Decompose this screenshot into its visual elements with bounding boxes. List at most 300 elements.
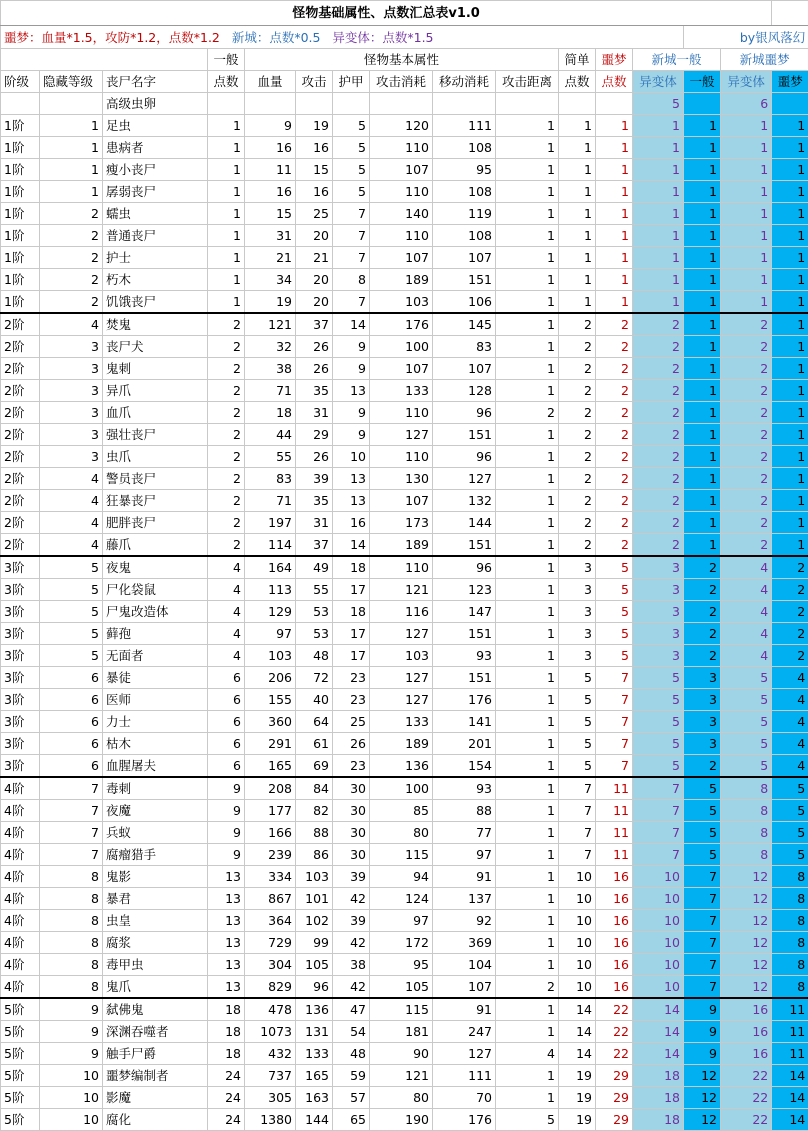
table-cell: 1 bbox=[496, 777, 559, 800]
table-cell: 5 bbox=[772, 844, 808, 866]
table-cell: 99 bbox=[296, 932, 333, 954]
table-cell: 80 bbox=[370, 1087, 433, 1109]
table-cell: 1 bbox=[596, 225, 633, 247]
table-cell: 5 bbox=[333, 137, 370, 159]
table-cell: 8 bbox=[40, 976, 103, 999]
header-newcity-general: 新城一般 bbox=[633, 49, 721, 71]
table-cell: 3 bbox=[633, 579, 684, 601]
table-row bbox=[1, 1087, 808, 1109]
table-cell: 18 bbox=[245, 402, 296, 424]
table-cell: 8 bbox=[772, 932, 808, 954]
table-cell: 2 bbox=[208, 358, 245, 380]
table-cell: 1 bbox=[496, 490, 559, 512]
table-cell: 4 bbox=[40, 512, 103, 534]
table-cell: 12 bbox=[721, 954, 772, 976]
table-cell: 103 bbox=[245, 645, 296, 667]
table-cell: 154 bbox=[433, 755, 496, 778]
table-cell: 116 bbox=[370, 601, 433, 623]
table-cell: 18 bbox=[633, 1109, 684, 1131]
table-cell: 兵蚁 bbox=[103, 822, 208, 844]
table-cell: 14 bbox=[633, 1043, 684, 1065]
table-cell: 7 bbox=[633, 844, 684, 866]
table-cell: 1 bbox=[559, 203, 596, 225]
table-cell: 尸鬼改造体 bbox=[103, 601, 208, 623]
table-cell: 2 bbox=[684, 755, 721, 778]
table-cell: 5 bbox=[496, 1109, 559, 1131]
table-cell: 2 bbox=[596, 402, 633, 424]
table-cell: 95 bbox=[433, 159, 496, 181]
table-cell: 1 bbox=[772, 115, 808, 137]
table-cell: 9 bbox=[333, 358, 370, 380]
note-nightmare: 噩梦：血量*1.5，攻防*1.2，点数*1.2 bbox=[4, 30, 220, 45]
table-cell: 7 bbox=[40, 777, 103, 800]
table-cell: 2 bbox=[721, 402, 772, 424]
table-cell: 尸化袋鼠 bbox=[103, 579, 208, 601]
table-cell: 1 bbox=[496, 998, 559, 1021]
table-cell: 3 bbox=[40, 446, 103, 468]
table-cell: 2 bbox=[633, 534, 684, 557]
table-cell: 1 bbox=[684, 380, 721, 402]
table-cell: 2 bbox=[772, 601, 808, 623]
table-row bbox=[1, 932, 808, 954]
table-cell: 5 bbox=[596, 579, 633, 601]
table-cell: 4 bbox=[208, 623, 245, 645]
table-cell: 49 bbox=[296, 556, 333, 579]
table-cell: 29 bbox=[596, 1065, 633, 1087]
table-cell: 2 bbox=[596, 468, 633, 490]
table-row bbox=[1, 269, 808, 291]
table-cell: 131 bbox=[296, 1021, 333, 1043]
table-cell: 16 bbox=[721, 1043, 772, 1065]
table-cell: 1 bbox=[496, 159, 559, 181]
table-cell: 1 bbox=[633, 137, 684, 159]
table-cell: 5 bbox=[721, 711, 772, 733]
table-cell: 8 bbox=[40, 932, 103, 954]
table-cell: 13 bbox=[208, 954, 245, 976]
table-row bbox=[1, 446, 808, 468]
table-cell: 77 bbox=[433, 822, 496, 844]
table-cell: 5 bbox=[633, 733, 684, 755]
table-cell: 4 bbox=[208, 556, 245, 579]
table-cell: 201 bbox=[433, 733, 496, 755]
table-cell: 1 bbox=[596, 115, 633, 137]
table-cell: 1 bbox=[40, 181, 103, 203]
table-cell: 2 bbox=[684, 623, 721, 645]
table-cell: 3 bbox=[40, 358, 103, 380]
table-cell: 13 bbox=[208, 866, 245, 888]
table-cell: 1 bbox=[721, 203, 772, 225]
table-cell: 108 bbox=[433, 181, 496, 203]
table-cell: 2 bbox=[596, 512, 633, 534]
table-cell: 5阶 bbox=[1, 1065, 40, 1087]
table-cell: 729 bbox=[245, 932, 296, 954]
table-cell: 1 bbox=[496, 137, 559, 159]
table-cell: 普通丧尸 bbox=[103, 225, 208, 247]
column-header: 隐藏等级 bbox=[40, 71, 103, 93]
table-cell: 护士 bbox=[103, 247, 208, 269]
table-cell: 1 bbox=[496, 866, 559, 888]
table-cell: 34 bbox=[245, 269, 296, 291]
table-cell: 1 bbox=[721, 181, 772, 203]
table-cell: 1 bbox=[496, 534, 559, 557]
table-cell: 医师 bbox=[103, 689, 208, 711]
table-cell: 1 bbox=[684, 313, 721, 336]
table-cell: 38 bbox=[333, 954, 370, 976]
table-cell: 患病者 bbox=[103, 137, 208, 159]
table-cell: 110 bbox=[370, 446, 433, 468]
table-cell: 7 bbox=[40, 800, 103, 822]
table-cell: 1 bbox=[596, 203, 633, 225]
table-cell: 7 bbox=[559, 777, 596, 800]
table-cell: 151 bbox=[433, 667, 496, 689]
table-cell: 3阶 bbox=[1, 689, 40, 711]
table-cell: 133 bbox=[370, 711, 433, 733]
table-cell: 144 bbox=[433, 512, 496, 534]
table-cell: 127 bbox=[370, 689, 433, 711]
table-cell: 2阶 bbox=[1, 446, 40, 468]
table-cell: 103 bbox=[296, 866, 333, 888]
table-cell: 127 bbox=[433, 468, 496, 490]
table-cell: 19 bbox=[559, 1087, 596, 1109]
table-cell: 80 bbox=[370, 822, 433, 844]
table-cell: 7 bbox=[684, 954, 721, 976]
table-cell: 4 bbox=[721, 645, 772, 667]
header-general: 一般 bbox=[208, 49, 245, 71]
table-row bbox=[1, 159, 808, 181]
table-cell: 1 bbox=[596, 137, 633, 159]
table-cell: 3 bbox=[684, 667, 721, 689]
table-cell: 5 bbox=[559, 667, 596, 689]
table-cell: 2 bbox=[596, 313, 633, 336]
table-cell: 189 bbox=[370, 733, 433, 755]
table-cell: 2 bbox=[684, 556, 721, 579]
table-cell: 65 bbox=[333, 1109, 370, 1131]
table-cell: 2 bbox=[208, 446, 245, 468]
table-cell: 14 bbox=[772, 1109, 808, 1131]
table-cell: 3阶 bbox=[1, 645, 40, 667]
table-row bbox=[1, 579, 808, 601]
table-cell: 35 bbox=[296, 490, 333, 512]
table-cell: 5 bbox=[633, 93, 684, 115]
table-cell: 1 bbox=[208, 269, 245, 291]
table-cell: 2阶 bbox=[1, 380, 40, 402]
table-cell: 121 bbox=[245, 313, 296, 336]
table-cell: 6 bbox=[40, 733, 103, 755]
table-cell: 2 bbox=[559, 468, 596, 490]
table-row bbox=[1, 203, 808, 225]
table-cell: 7 bbox=[633, 822, 684, 844]
table-cell: 2 bbox=[721, 490, 772, 512]
table-cell: 9 bbox=[684, 1043, 721, 1065]
table-cell: 2 bbox=[208, 313, 245, 336]
table-cell: 176 bbox=[433, 689, 496, 711]
table-cell: 5 bbox=[333, 181, 370, 203]
table-cell: 3 bbox=[684, 733, 721, 755]
table-cell: 1 bbox=[496, 910, 559, 932]
table-cell: 16 bbox=[245, 181, 296, 203]
table-cell: 39 bbox=[296, 468, 333, 490]
table-cell: 1 bbox=[496, 512, 559, 534]
table-cell: 100 bbox=[370, 777, 433, 800]
table-cell: 血腥屠夫 bbox=[103, 755, 208, 778]
table-cell: 1 bbox=[772, 203, 808, 225]
table-cell: 107 bbox=[370, 490, 433, 512]
table-cell: 5 bbox=[596, 645, 633, 667]
table-cell: 108 bbox=[433, 137, 496, 159]
table-cell: 1 bbox=[596, 269, 633, 291]
table-cell: 11 bbox=[245, 159, 296, 181]
table-cell: 30 bbox=[333, 800, 370, 822]
table-cell: 2 bbox=[684, 579, 721, 601]
table-cell: 触手尸爵 bbox=[103, 1043, 208, 1065]
table-cell: 5 bbox=[684, 822, 721, 844]
table-cell: 异爪 bbox=[103, 380, 208, 402]
table-row bbox=[1, 291, 808, 314]
table-cell: 2 bbox=[208, 468, 245, 490]
table-cell: 173 bbox=[370, 512, 433, 534]
table-cell: 4 bbox=[721, 579, 772, 601]
table-cell: 5 bbox=[633, 711, 684, 733]
table-cell: 1 bbox=[633, 269, 684, 291]
table-cell: 93 bbox=[433, 645, 496, 667]
table-cell: 饥饿丧尸 bbox=[103, 291, 208, 314]
table-cell: 69 bbox=[296, 755, 333, 778]
table-cell: 影魔 bbox=[103, 1087, 208, 1109]
table-cell: 95 bbox=[370, 954, 433, 976]
table-cell: 7 bbox=[333, 247, 370, 269]
table-cell: 7 bbox=[596, 689, 633, 711]
table-cell: 10 bbox=[559, 866, 596, 888]
table-cell: 6 bbox=[208, 711, 245, 733]
table-row bbox=[1, 998, 808, 1021]
table-cell: 1 bbox=[40, 115, 103, 137]
table-cell: 1 bbox=[496, 225, 559, 247]
table-row bbox=[1, 534, 808, 557]
table-cell: 瘦小丧尸 bbox=[103, 159, 208, 181]
table-cell: 360 bbox=[245, 711, 296, 733]
table-cell: 13 bbox=[208, 932, 245, 954]
table-row bbox=[1, 1043, 808, 1065]
table-cell: 829 bbox=[245, 976, 296, 999]
table-cell: 1 bbox=[684, 468, 721, 490]
table-row bbox=[1, 623, 808, 645]
table-cell: 26 bbox=[296, 358, 333, 380]
table-cell: 18 bbox=[208, 1021, 245, 1043]
table-cell: 4 bbox=[496, 1043, 559, 1065]
table-cell: 96 bbox=[296, 976, 333, 999]
table-cell: 163 bbox=[296, 1087, 333, 1109]
sheet-title: 怪物基础属性、点数汇总表v1.0 bbox=[1, 1, 772, 26]
table-cell: 119 bbox=[433, 203, 496, 225]
table-cell: 1 bbox=[496, 579, 559, 601]
table-row bbox=[1, 866, 808, 888]
table-cell: 1 bbox=[496, 800, 559, 822]
table-cell: 8 bbox=[772, 888, 808, 910]
table-cell: 26 bbox=[296, 446, 333, 468]
table-cell: 24 bbox=[208, 1087, 245, 1109]
table-cell: 101 bbox=[296, 888, 333, 910]
column-header: 点数 bbox=[596, 71, 633, 93]
table-cell: 23 bbox=[333, 667, 370, 689]
table-cell: 9 bbox=[684, 1021, 721, 1043]
table-cell: 127 bbox=[370, 667, 433, 689]
table-cell: 4 bbox=[721, 601, 772, 623]
table-cell: 5 bbox=[721, 733, 772, 755]
table-cell: 8 bbox=[721, 822, 772, 844]
table-cell: 1阶 bbox=[1, 269, 40, 291]
table-cell: 1 bbox=[559, 225, 596, 247]
table-cell: 110 bbox=[370, 181, 433, 203]
table-cell: 38 bbox=[245, 358, 296, 380]
table-cell: 1 bbox=[208, 115, 245, 137]
table-cell: 1 bbox=[496, 844, 559, 866]
table-cell: 2 bbox=[721, 468, 772, 490]
table-cell: 30 bbox=[333, 777, 370, 800]
table-cell: 5 bbox=[684, 777, 721, 800]
table-cell: 12 bbox=[684, 1087, 721, 1109]
table-cell: 1 bbox=[684, 115, 721, 137]
table-cell: 1 bbox=[496, 380, 559, 402]
table-cell: 4 bbox=[772, 733, 808, 755]
table-cell: 5 bbox=[40, 601, 103, 623]
table-cell: 115 bbox=[370, 998, 433, 1021]
table-cell: 3 bbox=[559, 556, 596, 579]
table-cell: 48 bbox=[296, 645, 333, 667]
table-cell: 31 bbox=[296, 512, 333, 534]
table-cell: 2 bbox=[633, 490, 684, 512]
table-cell: 13 bbox=[208, 910, 245, 932]
table-cell: 37 bbox=[296, 534, 333, 557]
table-cell: 毒刺 bbox=[103, 777, 208, 800]
table-cell: 9 bbox=[208, 822, 245, 844]
table-cell: 22 bbox=[596, 998, 633, 1021]
table-cell: 16 bbox=[721, 998, 772, 1021]
table-cell: 2 bbox=[559, 534, 596, 557]
table-cell: 1 bbox=[772, 512, 808, 534]
table-cell: 11 bbox=[596, 822, 633, 844]
table-cell: 82 bbox=[296, 800, 333, 822]
table-row bbox=[1, 468, 808, 490]
table-cell: 132 bbox=[433, 490, 496, 512]
table-cell: 1 bbox=[684, 358, 721, 380]
table-cell: 4 bbox=[40, 534, 103, 557]
table-cell: 2 bbox=[633, 380, 684, 402]
table-cell: 2 bbox=[596, 424, 633, 446]
table-cell: 96 bbox=[433, 446, 496, 468]
table-cell: 91 bbox=[433, 998, 496, 1021]
table-cell: 2 bbox=[596, 534, 633, 557]
table-cell: 1 bbox=[772, 358, 808, 380]
table-cell: 1 bbox=[496, 711, 559, 733]
table-cell: 140 bbox=[370, 203, 433, 225]
table-cell: 4 bbox=[208, 601, 245, 623]
table-cell: 104 bbox=[433, 954, 496, 976]
table-cell: 129 bbox=[245, 601, 296, 623]
table-cell: 1 bbox=[496, 645, 559, 667]
table-cell: 1 bbox=[496, 291, 559, 314]
table-cell: 10 bbox=[40, 1087, 103, 1109]
table-cell: 17 bbox=[333, 623, 370, 645]
table-cell: 5 bbox=[40, 556, 103, 579]
table-cell: 腐瘤猎手 bbox=[103, 844, 208, 866]
table-cell: 1阶 bbox=[1, 291, 40, 314]
table-cell: 40 bbox=[296, 689, 333, 711]
table-cell: 30 bbox=[333, 844, 370, 866]
table-cell: 14 bbox=[772, 1087, 808, 1109]
table-row bbox=[1, 1065, 808, 1087]
table-cell bbox=[208, 93, 245, 115]
table-cell: 5 bbox=[772, 800, 808, 822]
table-cell: 1 bbox=[496, 115, 559, 137]
table-cell: 1 bbox=[684, 446, 721, 468]
table-cell: 1 bbox=[559, 291, 596, 314]
table-cell: 1 bbox=[208, 291, 245, 314]
table-cell: 11 bbox=[596, 777, 633, 800]
table-cell: 29 bbox=[596, 1109, 633, 1131]
table-cell: 96 bbox=[433, 402, 496, 424]
table-cell: 9 bbox=[208, 844, 245, 866]
table-cell: 4阶 bbox=[1, 844, 40, 866]
table-cell: 2 bbox=[721, 336, 772, 358]
table-cell: 5 bbox=[633, 755, 684, 778]
table-cell: 867 bbox=[245, 888, 296, 910]
table-cell: 1 bbox=[496, 313, 559, 336]
table-cell: 4阶 bbox=[1, 932, 40, 954]
table-cell: 2阶 bbox=[1, 512, 40, 534]
table-row bbox=[1, 711, 808, 733]
table-cell: 蠕虫 bbox=[103, 203, 208, 225]
table-cell: 5 bbox=[721, 667, 772, 689]
table-cell: 165 bbox=[245, 755, 296, 778]
table-cell: 2 bbox=[559, 313, 596, 336]
table-row bbox=[1, 181, 808, 203]
table-cell: 16 bbox=[296, 181, 333, 203]
table-cell: 2 bbox=[596, 490, 633, 512]
table-cell: 144 bbox=[296, 1109, 333, 1131]
table-row bbox=[1, 733, 808, 755]
table-cell: 2 bbox=[596, 336, 633, 358]
table-cell: 1 bbox=[496, 1065, 559, 1087]
table-cell: 31 bbox=[296, 402, 333, 424]
table-cell: 1 bbox=[772, 424, 808, 446]
table-cell: 1 bbox=[496, 1021, 559, 1043]
table-cell: 3 bbox=[40, 424, 103, 446]
table-cell: 2 bbox=[559, 446, 596, 468]
table-row bbox=[1, 1109, 808, 1131]
table-cell: 朽木 bbox=[103, 269, 208, 291]
table-cell: 鬼影 bbox=[103, 866, 208, 888]
table-cell: 88 bbox=[433, 800, 496, 822]
table-cell: 2 bbox=[772, 556, 808, 579]
table-cell: 110 bbox=[370, 402, 433, 424]
table-cell: 16 bbox=[596, 910, 633, 932]
table-cell: 103 bbox=[370, 645, 433, 667]
table-cell: 1 bbox=[208, 137, 245, 159]
table-cell: 151 bbox=[433, 534, 496, 557]
table-cell: 9 bbox=[245, 115, 296, 137]
table-cell: 7 bbox=[333, 203, 370, 225]
table-cell: 4 bbox=[208, 645, 245, 667]
table-cell: 7 bbox=[684, 866, 721, 888]
table-cell: 97 bbox=[433, 844, 496, 866]
table-cell: 44 bbox=[245, 424, 296, 446]
table-cell: 8 bbox=[333, 269, 370, 291]
table-cell: 17 bbox=[333, 645, 370, 667]
table-cell: 3 bbox=[559, 601, 596, 623]
table-cell: 1 bbox=[772, 225, 808, 247]
table-cell: 20 bbox=[296, 291, 333, 314]
table-cell: 弑佛鬼 bbox=[103, 998, 208, 1021]
